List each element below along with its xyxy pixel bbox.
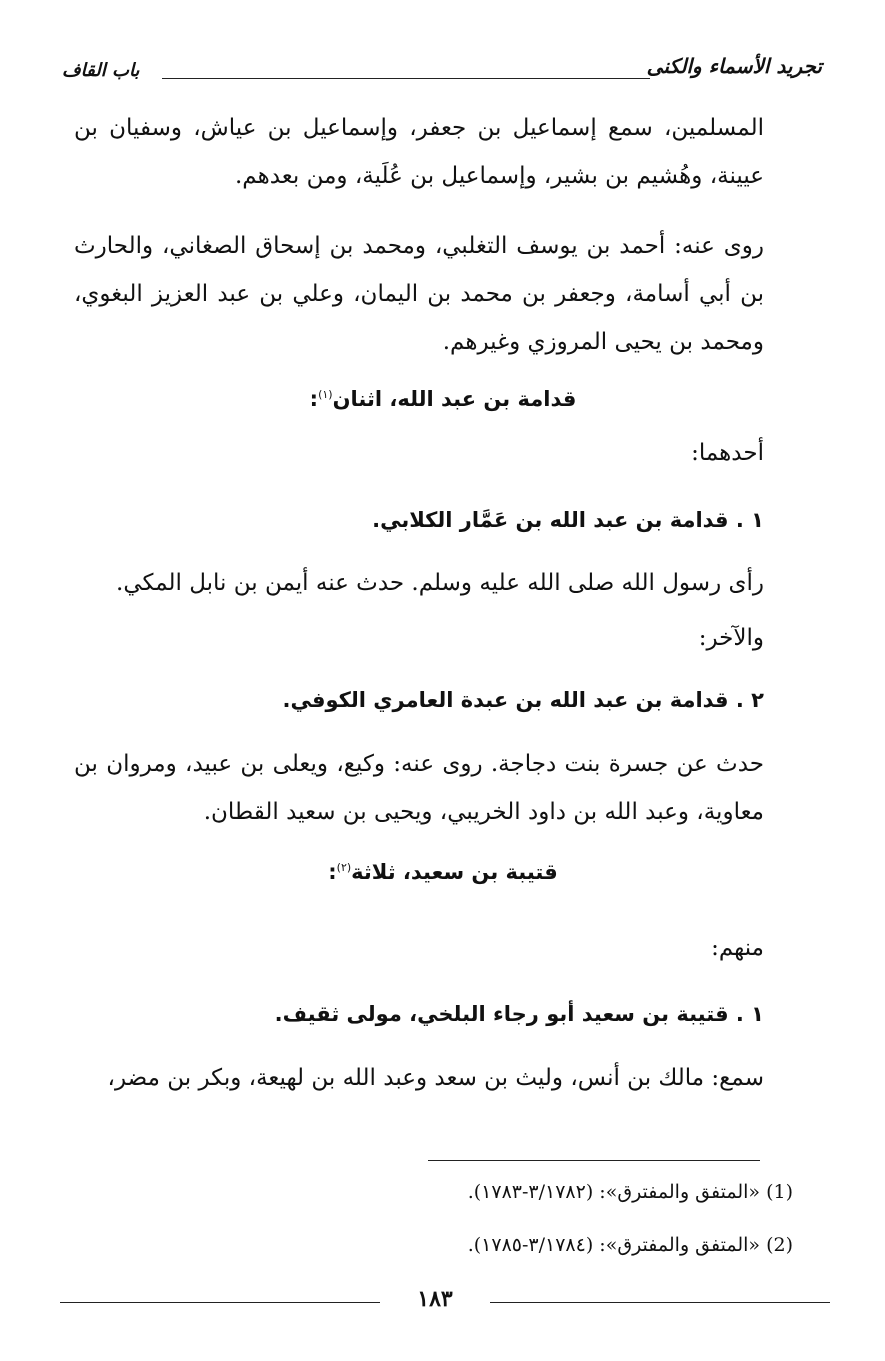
page-footer: [60, 1286, 830, 1314]
entry-qutayba-1: ١ . قتيبة بن سعيد أبو رجاء البلخي، مولى ثقيف.: [274, 1002, 764, 1026]
footnote-ref-2: (٢): [336, 861, 352, 874]
paragraph-3: رأى رسول الله صلى الله عليه وسلم. حدث عنه أيمن بن نابل المكي.: [116, 570, 764, 596]
heading-qudama: قدامة بن عبد الله، اثنان$^{(١)}$:: [309, 387, 577, 411]
paragraph-1: المسلمين، سمع إسماعيل بن جعفر، وإسماعيل بن عياش، وسفيان بن عيينة، وهُشيم بن بشير، وإسماعيل بن عُلَية، ومن بعدهم.: [74, 115, 764, 189]
heading-qutayba-text: قتيبة بن سعيد، ثلاثة: [351, 860, 558, 884]
chapter-title: باب القاف: [62, 60, 140, 81]
label-al-akhar: والآخر:: [698, 625, 764, 651]
header-rule: [162, 78, 650, 79]
page-number: ١٨٣: [417, 1286, 453, 1312]
footnote-1: (1) «المتفق والمفترق»: (٣/١٧٨٢-١٧٨٣).: [467, 1181, 793, 1203]
footnote-ref-1: (١): [318, 388, 333, 401]
footer-rule-right: [490, 1302, 830, 1303]
heading-qutayba: قتيبة بن سعيد، ثلاثة$^{(٢)}$:: [328, 860, 558, 884]
heading-qudama-text: قدامة بن عبد الله، اثنان: [332, 387, 577, 411]
book-title: تجريد الأسماء والكنى: [646, 54, 822, 78]
running-header: [62, 52, 822, 86]
entry-qudama-2: ٢ . قدامة بن عبد الله بن عبدة العامري الكوفي.: [282, 688, 764, 712]
paragraph-2: روى عنه: أحمد بن يوسف التغلبي، ومحمد بن إسحاق الصغاني، والحارث بن أبي أسامة، وجعفر بن محمد بن اليمان، وعلي بن عبد العزيز البغوي، ومحمد بن يحيى المروزي وغيرهم.: [74, 233, 764, 355]
label-minhum: منهم:: [711, 935, 764, 961]
footer-rule-left: [60, 1302, 380, 1303]
paragraph-4: حدث عن جسرة بنت دجاجة. روى عنه: وكيع، ويعلى بن عبيد، ومروان بن معاوية، وعبد الله بن داود الخريبي، ويحيى بن سعيد القطان.: [74, 751, 764, 825]
label-ahaduhuma: أحدهما:: [691, 440, 764, 466]
entry-qudama-1: ١ . قدامة بن عبد الله بن عَمَّار الكلابي.: [372, 508, 764, 532]
footnote-2: (2) «المتفق والمفترق»: (٣/١٧٨٤-١٧٨٥).: [467, 1234, 793, 1256]
footnote-rule: [428, 1160, 760, 1161]
paragraph-5: سمع: مالك بن أنس، وليث بن سعد وعبد الله بن لهيعة، وبكر بن مضر،: [107, 1065, 764, 1091]
